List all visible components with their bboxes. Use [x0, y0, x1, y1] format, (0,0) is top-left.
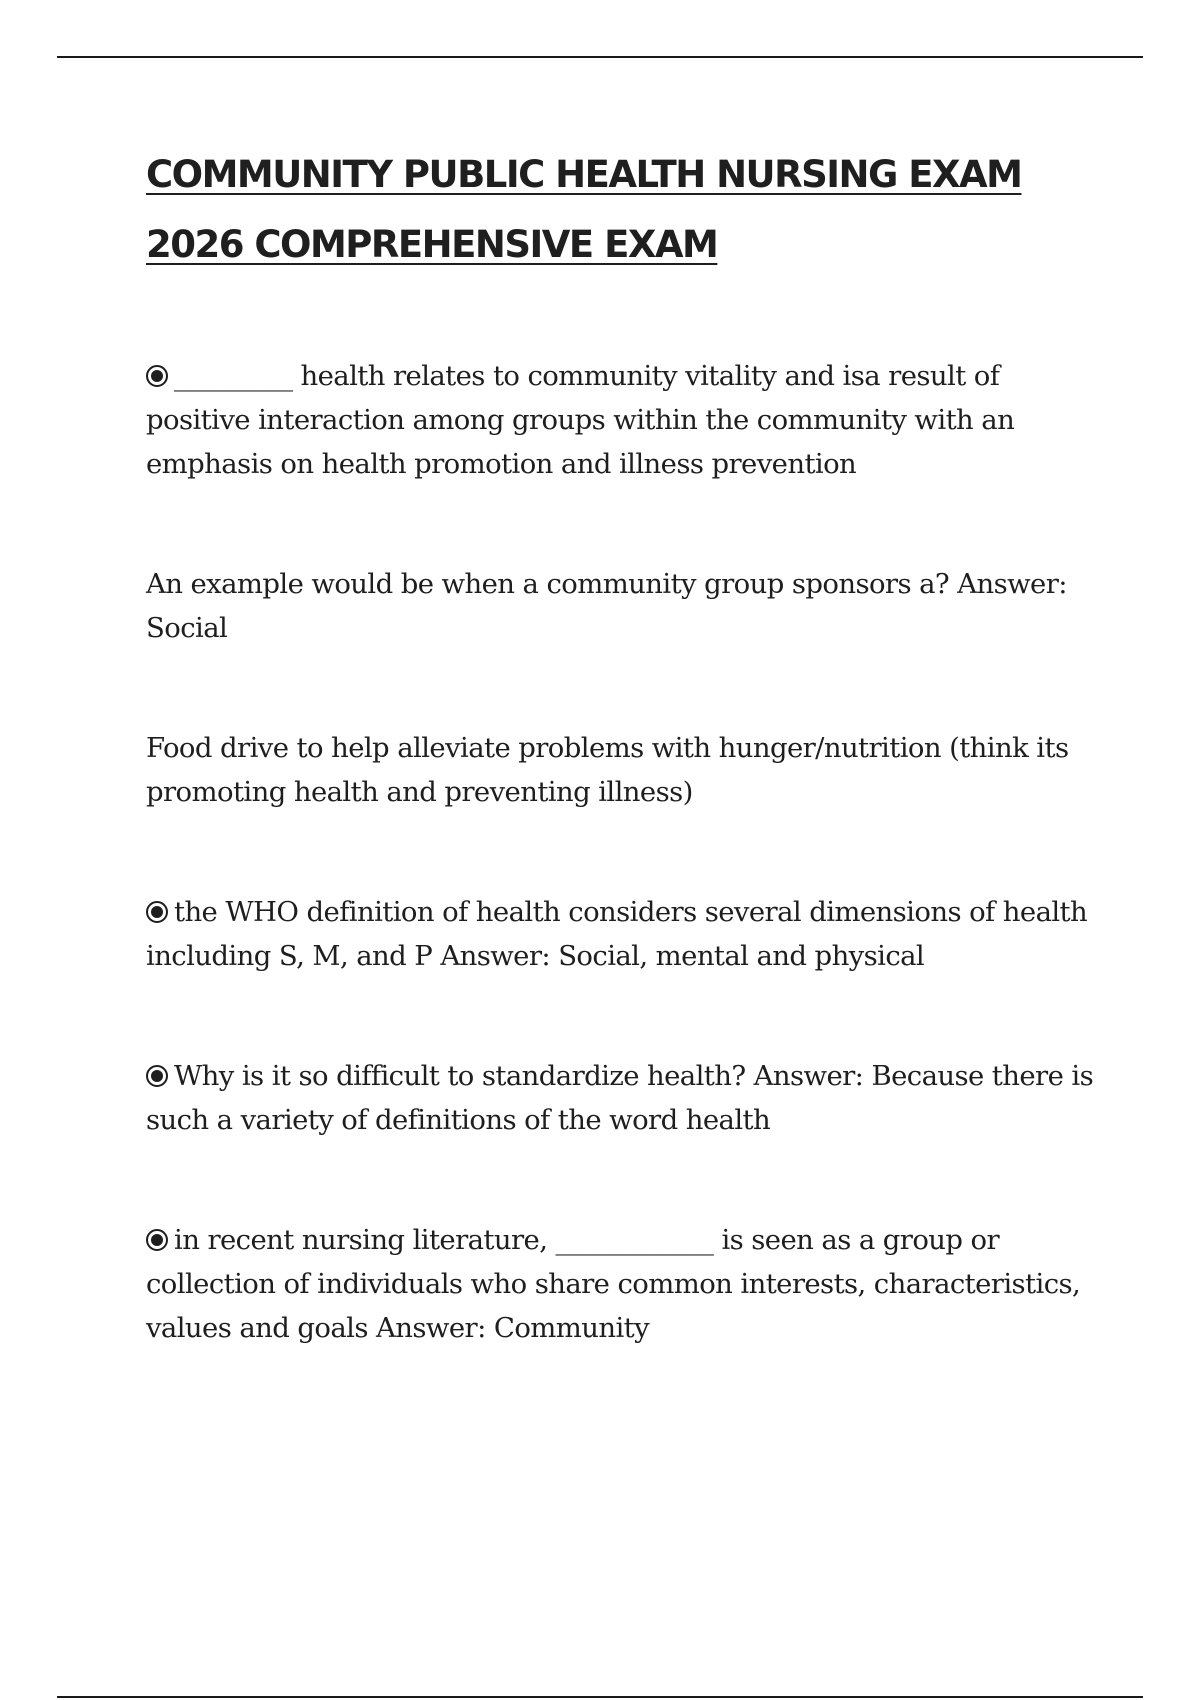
radio-bullet-icon	[146, 365, 168, 387]
page-title	[146, 140, 1086, 280]
radio-bullet-icon	[146, 901, 168, 923]
question-4	[146, 1218, 1106, 1350]
question-1-text: _________ health relates to community vitality and isa result of positive interaction among groups within the community with an emphasis on health promotion and illness prevention	[146, 360, 1015, 480]
question-1-example	[146, 562, 1106, 650]
example-text: An example would be when a community group sponsors a? Answer: Social	[146, 568, 1067, 644]
title-line-1: COMMUNITY PUBLIC HEALTH NURSING EXAM	[146, 153, 1022, 196]
title-line-2: 2026 COMPREHENSIVE EXAM	[146, 223, 718, 266]
question-2	[146, 890, 1106, 978]
question-2-text: the WHO definition of health considers several dimensions of health including S, M, and P Answer: Social, mental and physical	[146, 896, 1088, 972]
note-text: Food drive to help alleviate problems with hunger/nutrition (think its promoting health and preventing illness)	[146, 732, 1069, 808]
top-divider	[57, 56, 1143, 58]
bottom-divider	[57, 1696, 1143, 1698]
question-3-text: Why is it so difficult to standardize health? Answer: Because there is such a variety of definitions of the word health	[146, 1060, 1094, 1136]
question-1-note	[146, 726, 1106, 814]
question-3	[146, 1054, 1106, 1142]
radio-bullet-icon	[146, 1065, 168, 1087]
radio-bullet-icon	[146, 1229, 168, 1251]
question-1	[146, 354, 1106, 486]
question-4-text: in recent nursing literature, ____________ is seen as a group or collection of individuals who share common interests, characteristics, values and goals Answer: Community	[146, 1224, 1081, 1344]
